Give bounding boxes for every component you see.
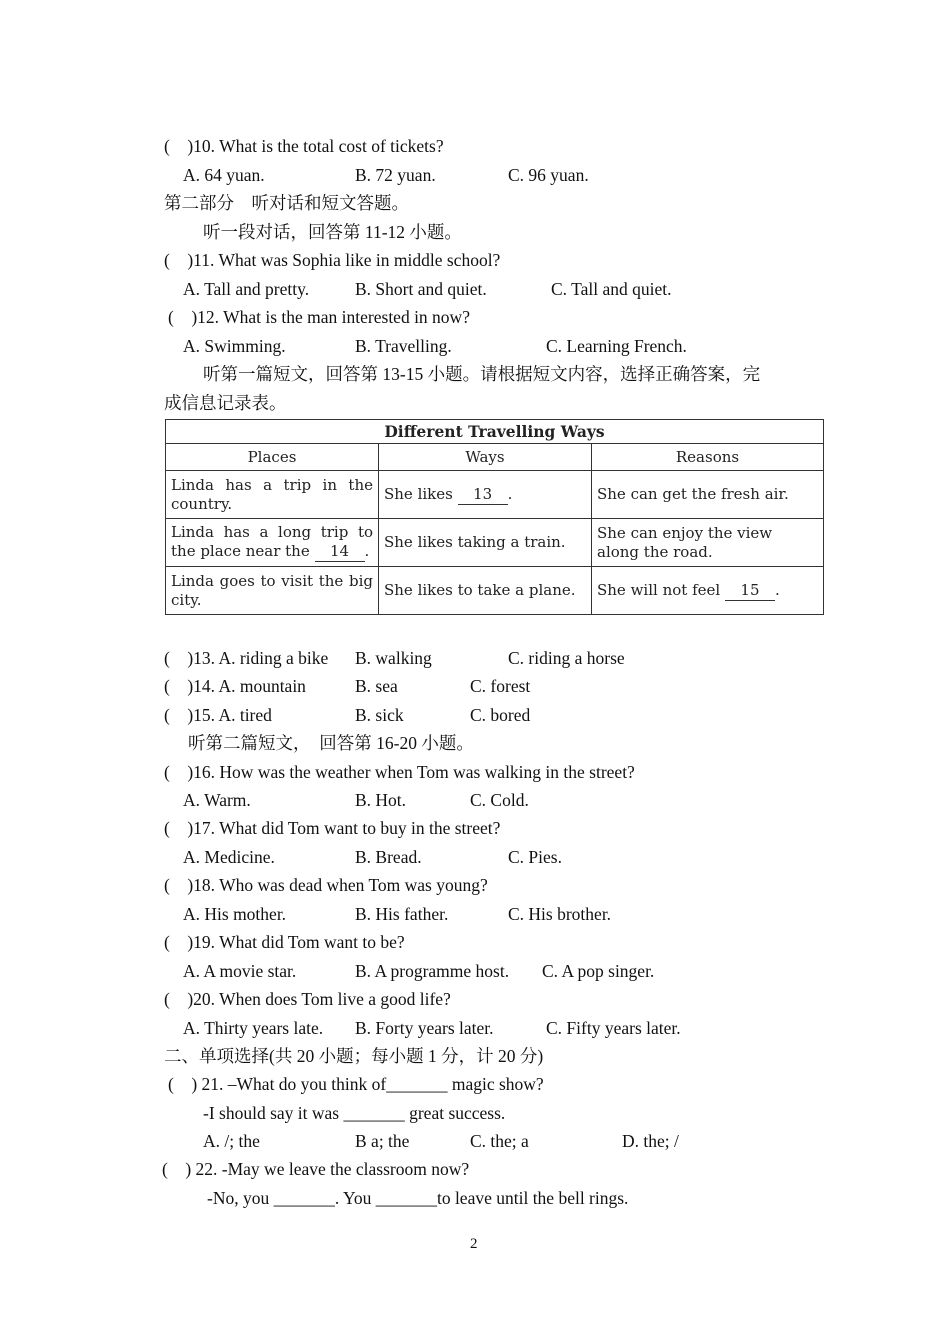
q11-option-b: B. Short and quiet. — [355, 279, 487, 299]
q19-option-b: B. A programme host. — [355, 961, 510, 981]
travelling-ways-table — [165, 419, 824, 615]
row2-way: She likes taking a train. — [379, 519, 592, 567]
q11-option-a: A. Tall and pretty. — [183, 279, 310, 299]
blank-14: 14 — [315, 542, 365, 562]
row2-reason: She can enjoy the view along the road. — [592, 519, 824, 567]
header-places: Places — [166, 444, 379, 471]
row3-way: She likes to take a plane. — [379, 567, 592, 615]
row1-place: Linda has a trip in the country. — [166, 471, 379, 519]
q15-option-c: C. bored — [470, 705, 531, 725]
row3-place: Linda goes to visit the big city. — [166, 567, 379, 615]
passage-two-instruction: 听第二篇短文， 回答第 16-20 小题。 — [188, 733, 474, 753]
q16-option-c: C. Cold. — [470, 790, 529, 810]
q19-stem: ( )19. What did Tom want to be? — [164, 932, 405, 952]
q16-option-b: B. Hot. — [355, 790, 407, 810]
q10-option-a: A. 64 yuan. — [183, 165, 265, 185]
table-header-row — [166, 444, 824, 471]
q20-option-c: C. Fifty years later. — [546, 1018, 681, 1038]
q11-stem: ( )11. What was Sophia like in middle school? — [164, 250, 501, 270]
row2-place-text: Linda has a long trip to the place near the — [171, 523, 373, 560]
table-row — [166, 471, 824, 519]
row1-way — [379, 471, 592, 519]
q15-stem: ( )15. A. tired — [164, 705, 272, 725]
row1-reason: She can get the fresh air. — [592, 471, 824, 519]
row3-reason — [592, 567, 824, 615]
q20-option-b: B. Forty years later. — [355, 1018, 494, 1038]
row2-place-end: . — [364, 542, 370, 560]
q17-option-c: C. Pies. — [508, 847, 562, 867]
q21-option-a: A. /; the — [203, 1131, 260, 1151]
q13-option-b: B. walking — [355, 648, 432, 668]
q13-stem: ( )13. A. riding a bike — [164, 648, 329, 668]
blank-13: 13 — [458, 485, 508, 505]
q21-option-c: C. the; a — [470, 1131, 529, 1151]
q10-option-b: B. 72 yuan. — [355, 165, 436, 185]
q16-stem: ( )16. How was the weather when Tom was walking in the street? — [164, 762, 635, 782]
q18-option-c: C. His brother. — [508, 904, 612, 924]
q17-stem: ( )17. What did Tom want to buy in the street? — [164, 818, 501, 838]
q15-option-b: B. sick — [355, 705, 404, 725]
q21-option-b: B a; the — [355, 1131, 410, 1151]
table-row — [166, 567, 824, 615]
q12-option-b: B. Travelling. — [355, 336, 452, 356]
q11-option-c: C. Tall and quiet. — [551, 279, 672, 299]
q21-option-d: D. the; / — [622, 1131, 679, 1151]
part-two-heading: 第二部分 听对话和短文答题。 — [164, 193, 409, 213]
q10-option-c: C. 96 yuan. — [508, 165, 589, 185]
header-reasons: Reasons — [592, 444, 824, 471]
row3-reason-end: . — [774, 580, 780, 599]
q17-option-a: A. Medicine. — [183, 847, 275, 867]
q22-reply: -No, you _______. You _______to leave until the bell rings. — [207, 1188, 629, 1208]
q18-option-b: B. His father. — [355, 904, 449, 924]
q21-reply: -I should say it was _______ great success. — [203, 1103, 506, 1123]
passage-one-instruction: 听第一篇短文，回答第 13-15 小题。请根据短文内容，选择正确答案，完 — [203, 364, 761, 384]
q13-option-c: C. riding a horse — [508, 648, 625, 668]
q19-option-c: C. A pop singer. — [542, 961, 655, 981]
q14-option-c: C. forest — [470, 676, 531, 696]
header-ways: Ways — [379, 444, 592, 471]
q20-option-a: A. Thirty years late. — [183, 1018, 324, 1038]
blank-15-number: 15 — [725, 581, 775, 601]
dialogue-instruction: 听一段对话，回答第 11-12 小题。 — [203, 222, 462, 242]
q17-option-b: B. Bread. — [355, 847, 422, 867]
q14-stem: ( )14. A. mountain — [164, 676, 306, 696]
q12-stem: ( )12. What is the man interested in now? — [168, 307, 470, 327]
page-number: 2 — [470, 1236, 478, 1252]
row2-place — [166, 519, 379, 567]
table-title: Different Travelling Ways — [165, 419, 824, 443]
row3-reason-text: She will not feel — [597, 580, 721, 599]
q22-stem: ( ) 22. -May we leave the classroom now? — [162, 1159, 470, 1179]
q10-stem: ( )10. What is the total cost of tickets? — [164, 136, 444, 156]
table-row — [166, 519, 824, 567]
q14-option-b: B. sea — [355, 676, 398, 696]
q20-stem: ( )20. When does Tom live a good life? — [164, 989, 451, 1009]
q18-option-a: A. His mother. — [183, 904, 287, 924]
section-two-heading: 二、单项选择(共 20 小题；每小题 1 分，计 20 分) — [164, 1046, 544, 1066]
q12-option-a: A. Swimming. — [183, 336, 286, 356]
q21-stem: ( ) 21. –What do you think of_______ magic show? — [168, 1074, 544, 1094]
q12-option-c: C. Learning French. — [546, 336, 687, 356]
q18-stem: ( )18. Who was dead when Tom was young? — [164, 875, 488, 895]
row1-way-text: She likes — [384, 484, 453, 503]
passage-one-instruction-cont: 成信息记录表。 — [164, 393, 287, 413]
q19-option-a: A. A movie star. — [183, 961, 297, 981]
q16-option-a: A. Warm. — [183, 790, 251, 810]
row1-way-end: . — [507, 484, 513, 503]
